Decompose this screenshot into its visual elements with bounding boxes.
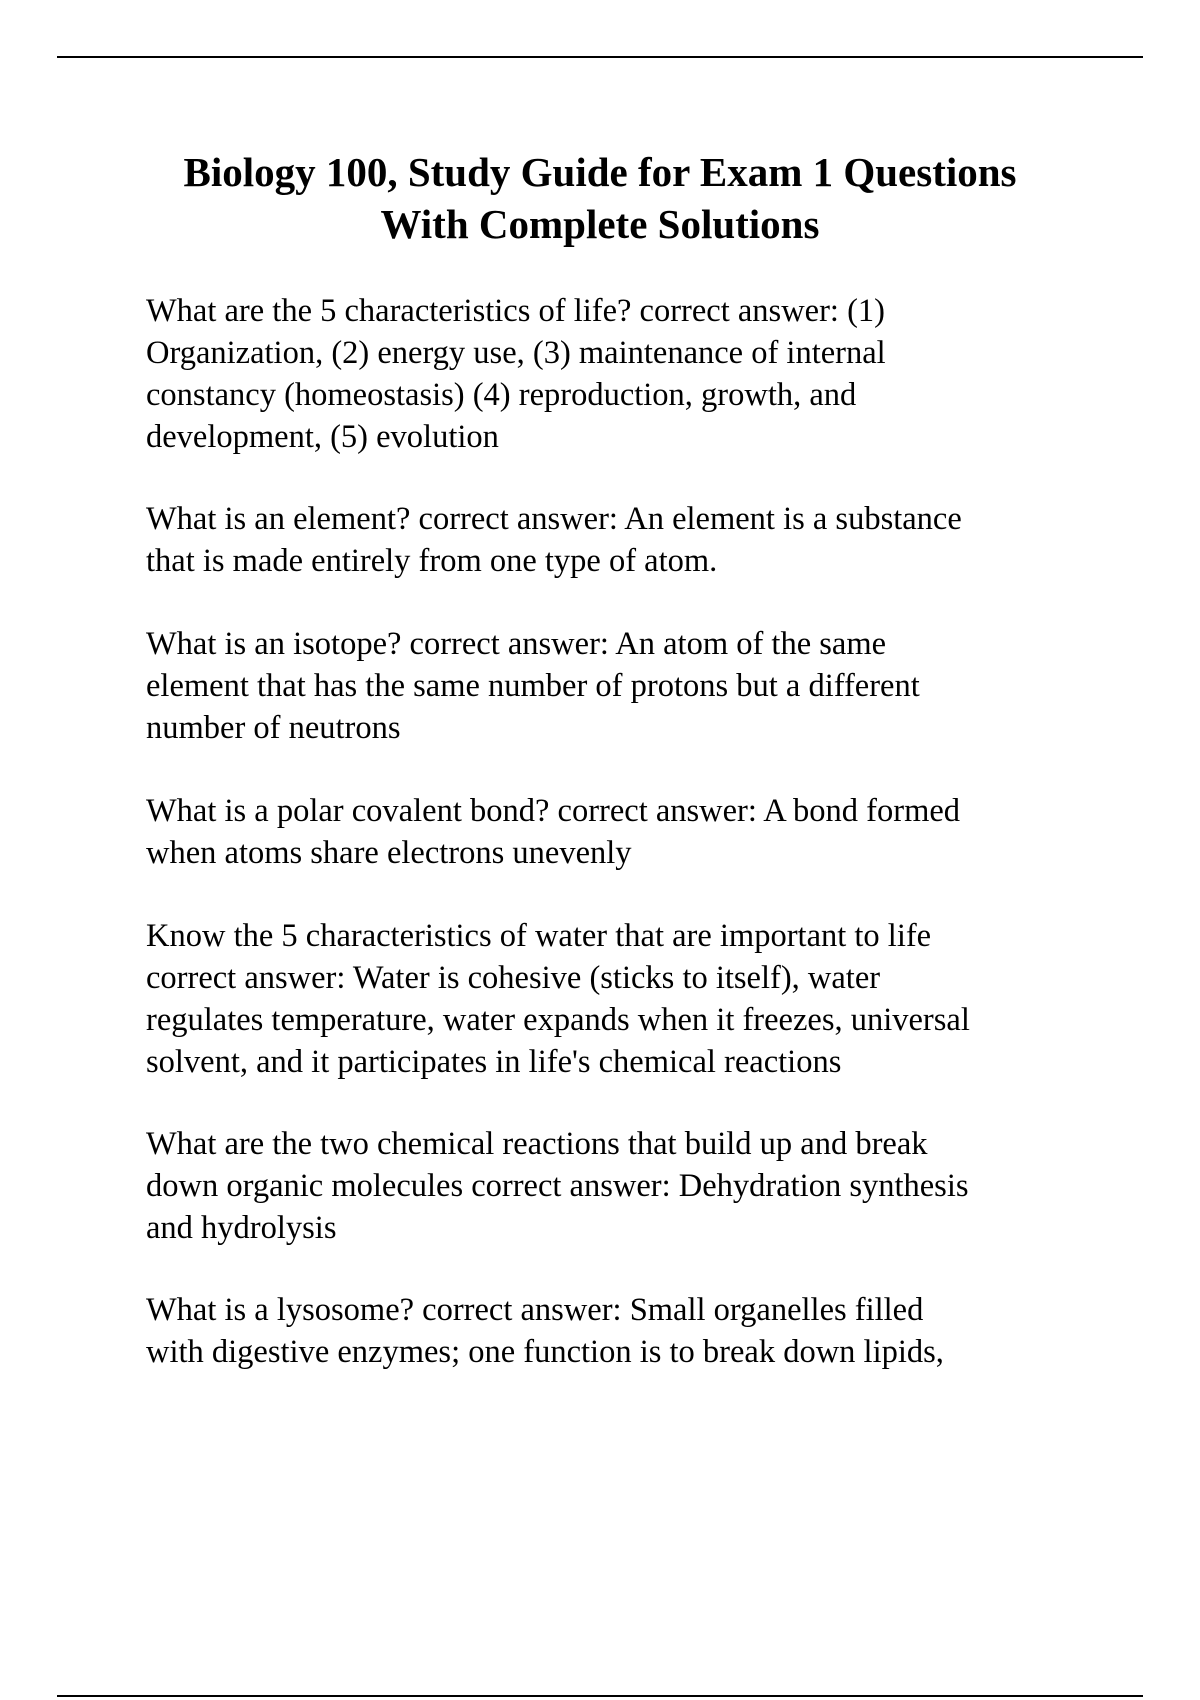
qa-item-lysosome	[146, 1289, 1086, 1373]
qa-line: number of neutrons	[146, 710, 401, 746]
bottom-rule	[57, 1695, 1143, 1697]
qa-line: Organization, (2) energy use, (3) maintenance of internal	[146, 335, 886, 371]
qa-line: What is a lysosome? correct answer: Small organelles filled	[146, 1292, 924, 1328]
document-title	[100, 146, 1100, 250]
qa-line: and hydrolysis	[146, 1210, 337, 1246]
qa-line: What is an isotope? correct answer: An atom of the same	[146, 626, 887, 662]
qa-line: that is made entirely from one type of atom.	[146, 543, 718, 579]
qa-line: What are the 5 characteristics of life? correct answer: (1)	[146, 293, 885, 329]
qa-line: development, (5) evolution	[146, 419, 499, 455]
qa-line: What are the two chemical reactions that build up and break	[146, 1126, 928, 1162]
qa-item-polar-covalent-bond	[146, 790, 1086, 874]
qa-item-isotope	[146, 623, 1086, 749]
qa-line: constancy (homeostasis) (4) reproduction, growth, and	[146, 377, 857, 413]
qa-line: correct answer: Water is cohesive (sticks to itself), water	[146, 960, 881, 996]
qa-line: down organic molecules correct answer: Dehydration synthesis	[146, 1168, 969, 1204]
qa-line: when atoms share electrons unevenly	[146, 835, 632, 871]
qa-item-chemical-reactions	[146, 1123, 1086, 1249]
qa-line: solvent, and it participates in life's chemical reactions	[146, 1044, 842, 1080]
top-rule	[57, 56, 1143, 58]
qa-item-element	[146, 498, 1086, 582]
title-line: Biology 100, Study Guide for Exam 1 Questions	[183, 149, 1017, 195]
title-line: With Complete Solutions	[380, 201, 820, 247]
qa-line: with digestive enzymes; one function is to break down lipids,	[146, 1334, 944, 1370]
qa-item-characteristics-of-life	[146, 290, 1086, 458]
qa-line: element that has the same number of protons but a different	[146, 668, 920, 704]
qa-line: What is a polar covalent bond? correct answer: A bond formed	[146, 793, 961, 829]
qa-item-water-characteristics	[146, 915, 1086, 1083]
qa-line: regulates temperature, water expands when it freezes, universal	[146, 1002, 970, 1038]
qa-line: What is an element? correct answer: An element is a substance	[146, 501, 962, 537]
qa-line: Know the 5 characteristics of water that are important to life	[146, 918, 932, 954]
